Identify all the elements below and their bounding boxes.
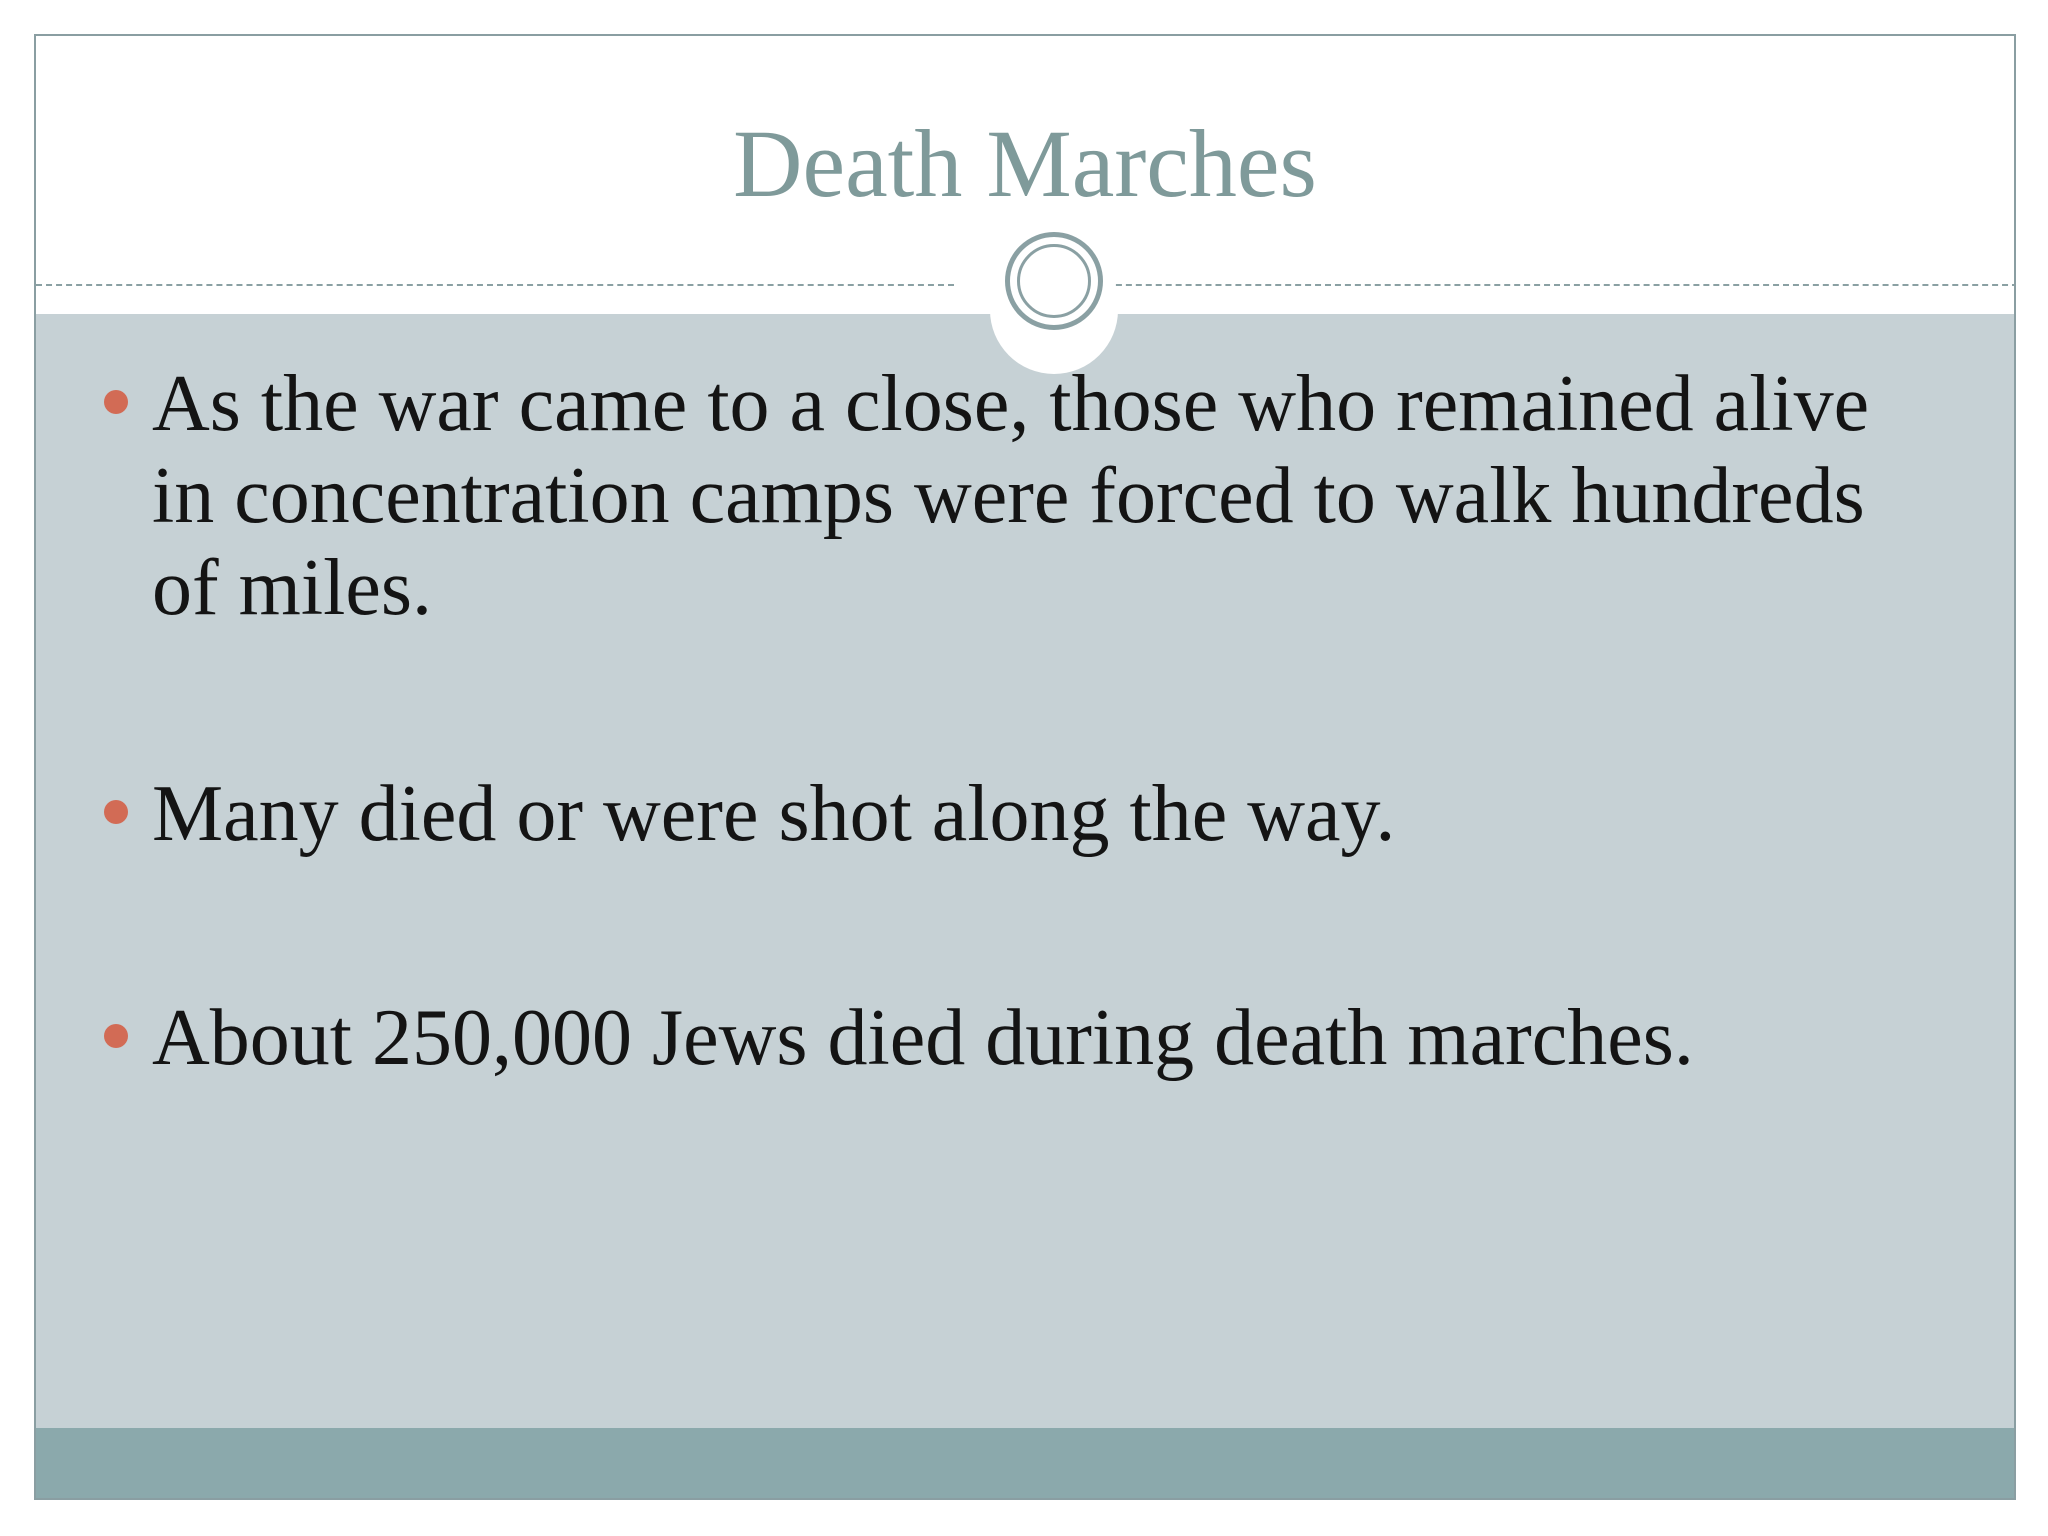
slide-title: Death Marches	[733, 110, 1317, 217]
list-item	[152, 358, 1872, 634]
footer-bar	[36, 1428, 2014, 1498]
list-item	[152, 768, 1872, 860]
slide	[34, 34, 2016, 1500]
bullet-dot-icon	[104, 800, 128, 824]
bullet-text: As the war came to a close, those who remained alive in concentration camps were forced to walk hundreds of miles.	[152, 360, 1870, 632]
bullet-list	[36, 36, 2014, 1498]
bullet-text: Many died or were shot along the way.	[152, 770, 1396, 858]
bullet-text: About 250,000 Jews died during death marches.	[152, 994, 1694, 1082]
bullet-dot-icon	[104, 1024, 128, 1048]
list-item	[152, 992, 1872, 1084]
bullet-dot-icon	[104, 390, 128, 414]
